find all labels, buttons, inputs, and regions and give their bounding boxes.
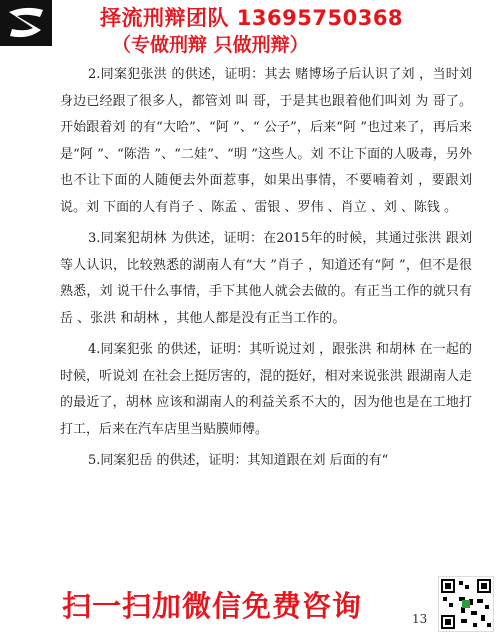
paragraph: 5.同案犯岳 的供述，证明：其知道跟在刘 后面的有“ xyxy=(88,453,389,468)
firm-phone-header: 择流刑辩团队 13695750368 xyxy=(100,6,404,30)
wechat-qr-code-icon[interactable] xyxy=(438,576,494,632)
page-number: 13 xyxy=(412,612,428,626)
paragraph: 3.同案犯胡林 为供述，证明：在2015年的时候，其通过张洪 跟刘 等人认识，比较熟悉的湖南人有“大 ”肖子 ，知道还有“阿 ”，但不是很熟悉，刘 说干什么事情，手下其他人就会去做的。有正当工作的就只有岳 、张洪 和胡林 ，其他人都是没有正当工作的。 xyxy=(60,231,472,326)
paragraph: 4.同案犯张 的供述，证明：其听说过刘 ，跟张洪 和胡林 在一起的时候，听说刘 在社会上挺厉害的，混的挺好，相对来说张洪 跟湖南人走的最近了，胡林 应该和湖南人的利益关系不大的，因为他也是在工地打打工，后来在汽车店里当贴膜师傅。 xyxy=(60,342,472,437)
paragraph: 2.同案犯张洪 的供述，证明：其去 赌博场子后认识了刘 ，当时刘 身边已经跟了很多人，都管刘 叫 哥，于是其也跟着他们叫刘 为 哥了。开始跟着刘 的有“大哈”、“阿 ”、“ 公子”，后来“阿 ”也过来了，再后来是“阿 ”、“陈浩 ”、“二娃”、“明 ”这些人。刘 不让下面的人吸毒，另外也不让下面的人随便去外面惹事，如果出事情，不要喃着刘 ，要跟刘 说。刘 下面的人有肖子 、陈孟 、雷银 、罗伟 、肖立 、刘 、陈钱 。 xyxy=(60,67,472,215)
document-body xyxy=(60,62,472,480)
z-logo-icon xyxy=(0,0,52,46)
wechat-consult-banner: 扫一扫加微信免费咨询 xyxy=(62,589,363,623)
firm-tagline: （专做刑辩 只做刑辩） xyxy=(112,34,309,56)
